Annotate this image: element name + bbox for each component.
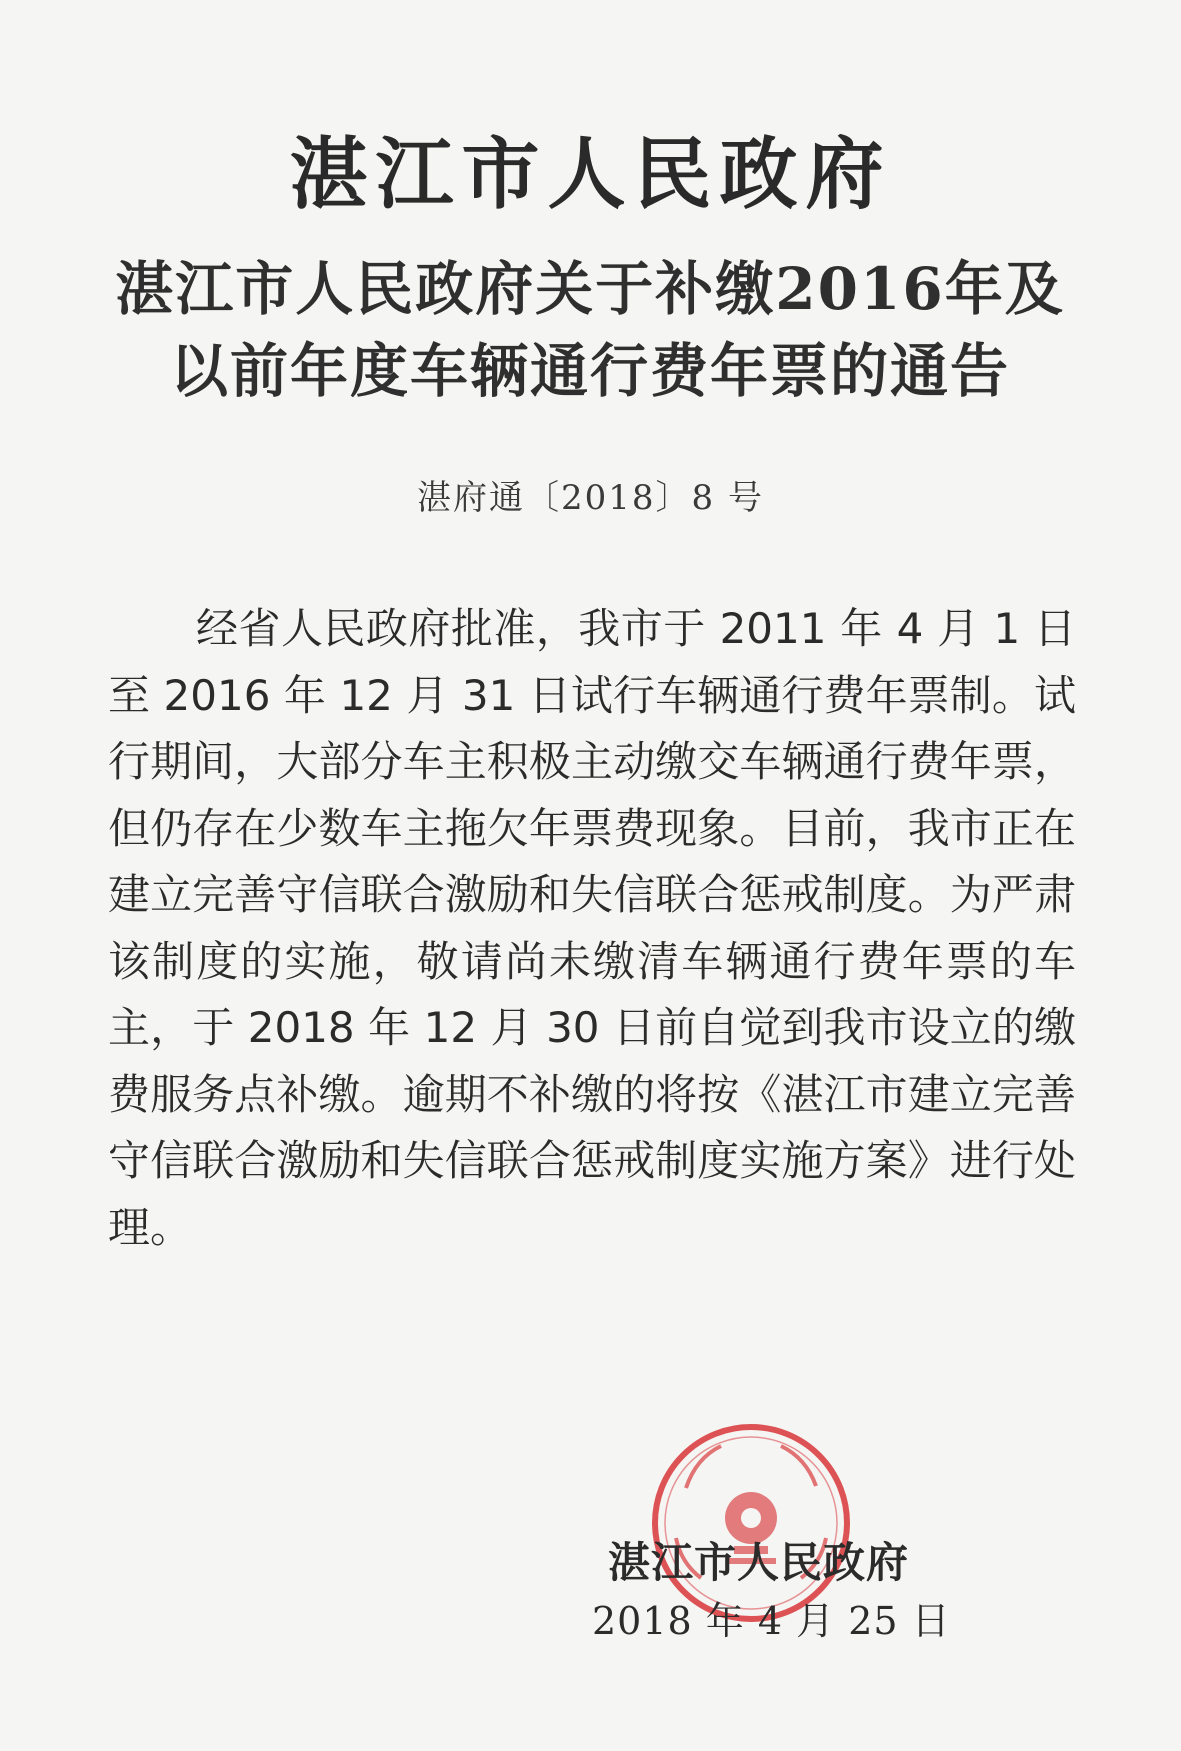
notice-body: 经省人民政府批准，我市于 2011 年 4 月 1 日至 2016 年 12 月 31 日试行车辆通行费年票制。试行期间，大部分车主积极主动缴交车辆通行费年票，但仍存在少数车主拖欠年票费现象。目前，我市正在建立完善守信联合激励和失信联合惩戒制度。为严肃该制度的实施，敬请尚未缴清车辆通行费年票的车主，于 2018 年 12 月 30 日前自觉到我市设立的缴费服务点补缴。逾期不补缴的将按《湛江市建立完善守信联合激励和失信联合惩戒制度实施方案》进行处理。 [108,604,1076,1252]
issue-date: 2018 年 4 月 25 日 [592,1599,951,1643]
document-title: 湛江市人民政府关于补缴2016年及以前年度车辆通行费年票的通告 [115,255,1065,405]
signer-name: 湛江市人民政府 [608,1538,910,1587]
issuer-heading: 湛江市人民政府 [289,130,892,220]
document-number: 湛府通〔2018〕8 号 [417,478,764,518]
